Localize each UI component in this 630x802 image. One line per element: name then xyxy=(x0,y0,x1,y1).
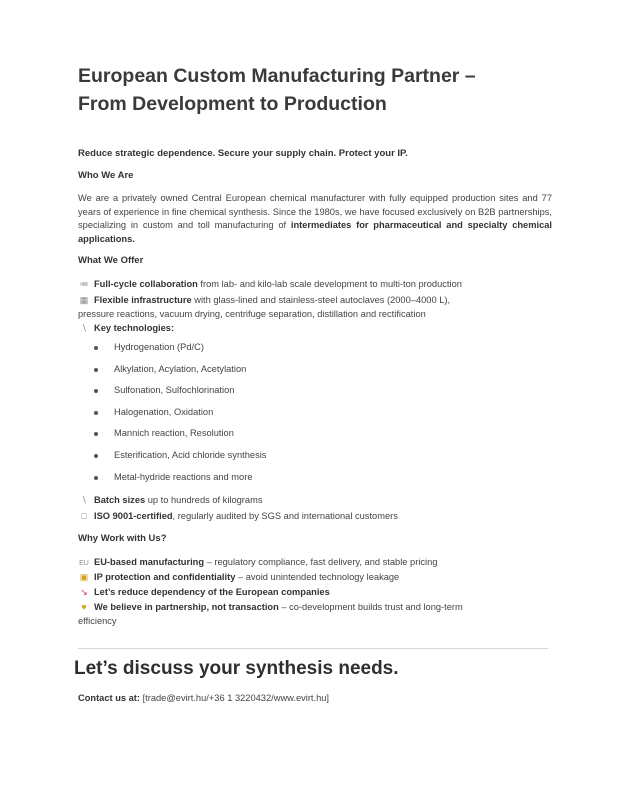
offer-item xyxy=(78,279,462,290)
offer-extra-item xyxy=(78,495,262,506)
tagline: Reduce strategic dependence. Secure your supply chain. Protect your IP. xyxy=(78,148,408,159)
why-item-bold: EU-based manufacturing xyxy=(94,557,205,567)
why-item-continuation: efficiency xyxy=(78,616,117,626)
why-item-bold: Let’s reduce dependency of the European companies xyxy=(94,587,330,597)
trend-down-icon: ↘ xyxy=(80,587,88,597)
title-line-2: From Development to Production xyxy=(78,93,387,115)
page-title xyxy=(78,62,568,118)
offer-item-text: from lab- and kilo-lab scale development to multi-ton production xyxy=(197,279,462,289)
offer-item-text: pressure reactions, vacuum drying, centrifuge separation, distillation and rectification xyxy=(78,309,426,319)
why-item-bold: We believe in partnership, not transaction xyxy=(94,602,279,612)
why-item-text: – co-development builds trust and long-term xyxy=(278,602,463,612)
who-heading: Who We Are xyxy=(78,170,134,181)
list-item: Mannich reaction, Resolution xyxy=(94,428,266,450)
heart-icon: ♥ xyxy=(81,602,87,612)
factory-icon: ▦ xyxy=(79,295,89,305)
offer-heading: What We Offer xyxy=(78,255,144,266)
contact-value[interactable]: [trade@evirt.hu/+36 1 3220432/www.evirt.hu] xyxy=(139,693,330,703)
lab-icon: ≔ xyxy=(79,279,89,289)
offer-item-bold: ISO 9001-certified xyxy=(94,511,173,521)
scale-icon: ∖ xyxy=(81,495,87,505)
title-line-1: European Custom Manufacturing Partner – xyxy=(78,65,476,87)
offer-item-text: with glass-lined and stainless-steel autoclaves (2000–4000 L), xyxy=(191,295,451,305)
offer-item-continuation xyxy=(78,309,426,319)
certificate-icon: □ xyxy=(81,511,87,521)
offer-extra-item xyxy=(78,511,398,521)
list-item: Sulfonation, Sulfochlorination xyxy=(94,385,266,407)
call-to-action: Let’s discuss your synthesis needs. xyxy=(74,658,399,679)
contact-label: Contact us at: xyxy=(78,693,140,703)
why-item xyxy=(78,602,463,612)
who-text: We are a privately owned Central European chemical manufacturer with fully equipped production sites and 77 years of experience in fine chemical synthesis. Since the 1980s, we have focused exclusively on B2B partnerships, specializing in custom and toll manufacturing of xyxy=(78,193,552,230)
why-item xyxy=(78,572,399,583)
why-item xyxy=(78,587,330,598)
why-item-text: – regulatory compliance, fast delivery, and stable pricing xyxy=(204,557,438,567)
eu-flag-icon: EU xyxy=(79,560,89,567)
offer-item xyxy=(78,295,450,306)
technology-list xyxy=(94,342,266,493)
why-item xyxy=(78,557,437,567)
list-item: Hydrogenation (Pd/C) xyxy=(94,342,266,364)
flask-icon: ∖ xyxy=(81,323,87,333)
offer-item-text: up to hundreds of kilograms xyxy=(145,495,263,505)
who-paragraph xyxy=(78,192,552,246)
why-item-bold: IP protection and confidentiality xyxy=(94,572,236,582)
contact-line xyxy=(78,693,329,703)
list-item: Metal-hydride reactions and more xyxy=(94,472,266,494)
offer-item-bold: Full-cycle collaboration xyxy=(94,279,198,289)
list-item: Esterification, Acid chloride synthesis xyxy=(94,450,266,472)
list-item: Halogenation, Oxidation xyxy=(94,407,266,429)
offer-item-bold: Key technologies: xyxy=(94,323,175,333)
why-heading: Why Work with Us? xyxy=(78,533,167,544)
offer-item-bold: Batch sizes xyxy=(94,495,146,505)
why-item-text: – avoid unintended technology leakage xyxy=(235,572,400,582)
offer-item-bold: Flexible infrastructure xyxy=(94,295,192,305)
offer-item xyxy=(78,323,174,334)
list-item: Alkylation, Acylation, Acetylation xyxy=(94,364,266,386)
divider xyxy=(78,648,548,649)
lock-icon: ▣ xyxy=(79,572,89,582)
who-bold-text: intermediates for pharmaceutical and specialty chemical applications. xyxy=(78,220,552,244)
offer-item-text: , regularly audited by SGS and international customers xyxy=(172,511,398,521)
